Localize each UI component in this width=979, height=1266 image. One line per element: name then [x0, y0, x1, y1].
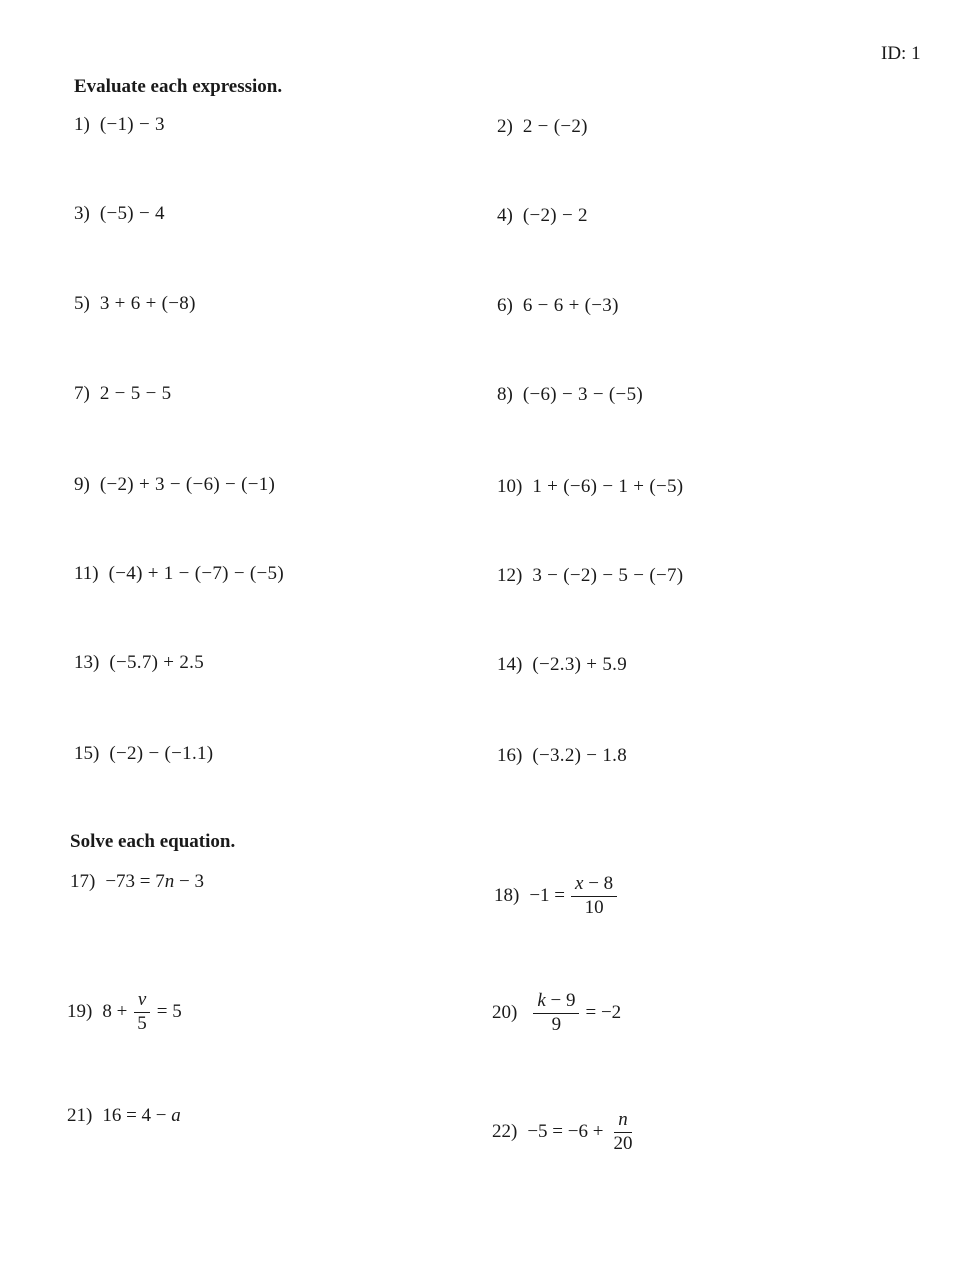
fraction-numerator — [614, 1110, 632, 1133]
problem-expression: (−6) − 3 − (−5) — [522, 384, 643, 405]
equation-left: 8 + — [102, 1001, 128, 1023]
fraction — [533, 991, 579, 1036]
problem-16 — [497, 745, 627, 767]
problem-number: 18) — [494, 885, 520, 907]
problem-8 — [497, 384, 643, 406]
equation-right: = −2 — [585, 1002, 622, 1024]
problem-6 — [497, 295, 619, 317]
fraction — [133, 990, 151, 1035]
problem-1 — [74, 114, 165, 136]
problem-4 — [497, 205, 588, 227]
problem-13 — [74, 652, 204, 674]
problem-expression: 3 − (−2) − 5 − (−7) — [532, 565, 684, 586]
fraction-denominator: 9 — [551, 1013, 562, 1035]
problem-number: 15) — [74, 743, 100, 764]
problem-expression: 2 − 5 − 5 — [99, 383, 172, 404]
problem-number: 22) — [492, 1121, 518, 1143]
section-heading-evaluate: Evaluate each expression. — [74, 76, 283, 97]
problem-19 — [67, 990, 182, 1035]
problem-9 — [74, 474, 275, 496]
equation-left: 16 = 4 − — [102, 1105, 172, 1126]
problem-number: 16) — [497, 745, 523, 766]
problem-expression: (−1) − 3 — [99, 114, 165, 135]
problem-number: 21) — [67, 1105, 93, 1126]
problem-number: 4) — [497, 205, 513, 226]
problem-expression: (−2.3) + 5.9 — [532, 654, 628, 675]
problem-number: 13) — [74, 652, 100, 673]
numerator-rest: − 8 — [583, 873, 614, 894]
fraction — [609, 1110, 636, 1155]
problem-number: 9) — [74, 474, 90, 495]
problem-expression: (−2) − 2 — [522, 205, 588, 226]
problem-21 — [67, 1105, 181, 1127]
problem-expression: 3 + 6 + (−8) — [99, 293, 196, 314]
problem-expression: (−2) + 3 − (−6) − (−1) — [99, 474, 276, 495]
problem-expression: 1 + (−6) − 1 + (−5) — [532, 476, 684, 497]
equation-variable: n — [164, 871, 175, 892]
problem-number: 8) — [497, 384, 513, 405]
problem-22 — [492, 1110, 642, 1155]
problem-expression: 6 − 6 + (−3) — [522, 295, 619, 316]
equation-variable: v — [137, 989, 147, 1010]
problem-2 — [497, 116, 588, 138]
problem-14 — [497, 654, 627, 676]
problem-10 — [497, 476, 683, 498]
problem-7 — [74, 383, 171, 405]
problem-expression: (−3.2) − 1.8 — [532, 745, 628, 766]
problem-11 — [74, 563, 284, 585]
fraction-denominator: 20 — [613, 1132, 633, 1154]
problem-expression: (−4) + 1 − (−7) − (−5) — [108, 563, 284, 584]
equation-variable: a — [171, 1105, 181, 1126]
equation-variable: x — [575, 873, 584, 894]
problem-12 — [497, 565, 683, 587]
problem-number: 5) — [74, 293, 90, 314]
fraction-denominator: 5 — [137, 1012, 147, 1034]
problem-number: 11) — [74, 563, 99, 584]
equation-left: −1 = — [529, 885, 566, 907]
problem-number: 20) — [492, 1002, 518, 1024]
fraction-numerator — [134, 990, 150, 1013]
fraction-numerator — [533, 991, 579, 1014]
problem-15 — [74, 743, 213, 765]
equation-right: = 5 — [156, 1001, 182, 1023]
equation-right: − 3 — [174, 871, 204, 892]
problem-number: 17) — [70, 871, 96, 892]
problem-18 — [494, 874, 623, 919]
problem-number: 6) — [497, 295, 513, 316]
section-heading-solve: Solve each equation. — [70, 831, 236, 852]
problem-number: 10) — [497, 476, 523, 497]
fraction — [571, 874, 617, 919]
problem-number: 12) — [497, 565, 523, 586]
problem-number: 14) — [497, 654, 523, 675]
equation-left: −73 = 7 — [105, 871, 165, 892]
problem-5 — [74, 293, 196, 315]
problem-17 — [70, 871, 204, 893]
problem-number: 7) — [74, 383, 90, 404]
problem-expression: 2 − (−2) — [522, 116, 588, 137]
problem-expression: (−2) − (−1.1) — [109, 743, 214, 764]
problem-expression: (−5.7) + 2.5 — [109, 652, 205, 673]
fraction-numerator — [571, 874, 617, 897]
problem-20 — [492, 991, 621, 1036]
equation-variable: k — [537, 990, 546, 1011]
problem-number: 1) — [74, 114, 90, 135]
problem-number: 3) — [74, 203, 90, 224]
numerator-rest: − 9 — [545, 990, 576, 1011]
problem-expression: (−5) − 4 — [99, 203, 165, 224]
problem-number: 2) — [497, 116, 513, 137]
id-label: ID: 1 — [881, 43, 921, 64]
fraction-denominator: 10 — [584, 896, 604, 918]
equation-variable: n — [618, 1109, 628, 1130]
problem-3 — [74, 203, 165, 225]
problem-number: 19) — [67, 1001, 93, 1023]
equation-left: −5 = −6 + — [527, 1121, 604, 1143]
